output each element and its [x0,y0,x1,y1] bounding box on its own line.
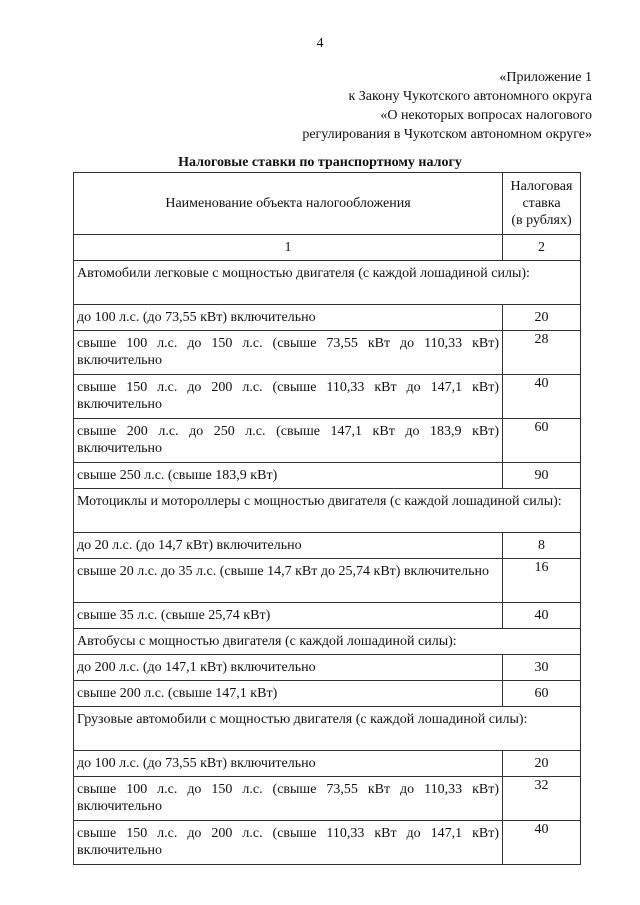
header-rate-cell [503,173,581,235]
object-name-cell: до 20 л.с. (до 14,7 кВт) включительно [74,533,503,559]
annex-line: «О некоторых вопросах налогового [380,108,592,123]
table-header-row [74,173,581,235]
table-row [74,533,581,559]
table-row [74,777,581,821]
header-rate-line: (в рублях) [511,213,572,228]
header-rate-line: ставка [522,196,561,211]
object-name-cell: свыше 150 л.с. до 200 л.с. (свыше 110,33 кВт до 147,1 кВт) включительно [74,821,503,865]
object-name-cell: свыше 100 л.с. до 150 л.с. (свыше 73,55 кВт до 110,33 кВт) включительно [74,777,503,821]
rate-cell: 28 [503,331,581,375]
object-name-cell: до 100 л.с. (до 73,55 кВт) включительно [74,751,503,777]
document-title: Налоговые ставки по транспортному налогу [178,155,462,170]
rate-cell: 20 [503,751,581,777]
rate-cell: 40 [503,821,581,865]
object-name-cell: свыше 20 л.с. до 35 л.с. (свыше 14,7 кВт до 25,74 кВт) включительно [74,559,503,603]
rate-cell: 20 [503,305,581,331]
table-row [74,419,581,463]
column-number-cell: 2 [503,235,581,261]
tax-rate-table [73,172,581,865]
rate-cell: 8 [503,533,581,559]
object-name-cell: свыше 100 л.с. до 150 л.с. (свыше 73,55 кВт до 110,33 кВт) включительно [74,331,503,375]
table-row [74,375,581,419]
table-row [74,821,581,865]
header-object-cell: Наименование объекта налогообложения [74,173,503,235]
rate-cell: 16 [503,559,581,603]
header-rate-line: Налоговая [510,179,573,194]
rate-cell: 60 [503,681,581,707]
table-row [74,603,581,629]
object-name-cell: свыше 200 л.с. до 250 л.с. (свыше 147,1 кВт до 183,9 кВт) включительно [74,419,503,463]
category-label: Автомобили легковые с мощностью двигателя (с каждой лошадиной силы): [74,261,581,305]
object-name-cell: свыше 250 л.с. (свыше 183,9 кВт) [74,463,503,489]
category-label: Грузовые автомобили с мощностью двигателя (с каждой лошадиной силы): [74,707,581,751]
object-name-cell: свыше 35 л.с. (свыше 25,74 кВт) [74,603,503,629]
category-row [74,629,581,655]
category-row [74,489,581,533]
table-row [74,559,581,603]
rate-cell: 90 [503,463,581,489]
table-row [74,751,581,777]
category-row [74,707,581,751]
table-row [74,331,581,375]
page-number: 4 [316,36,324,51]
annex-reference [302,68,592,144]
column-number-row [74,235,581,261]
table-row [74,305,581,331]
rate-cell: 30 [503,655,581,681]
object-name-cell: свыше 200 л.с. (свыше 147,1 кВт) [74,681,503,707]
annex-line: к Закону Чукотского автономного округа [348,89,592,104]
category-label: Мотоциклы и мотороллеры с мощностью двигателя (с каждой лошадиной силы): [74,489,581,533]
category-label: Автобусы с мощностью двигателя (с каждой лошадиной силы): [74,629,581,655]
category-row [74,261,581,305]
rate-cell: 32 [503,777,581,821]
rate-cell: 40 [503,375,581,419]
rate-cell: 60 [503,419,581,463]
rate-cell: 40 [503,603,581,629]
annex-line: «Приложение 1 [499,70,592,85]
table-row [74,655,581,681]
annex-line: регулирования в Чукотском автономном округе» [302,127,592,142]
object-name-cell: свыше 150 л.с. до 200 л.с. (свыше 110,33 кВт до 147,1 кВт) включительно [74,375,503,419]
object-name-cell: до 100 л.с. (до 73,55 кВт) включительно [74,305,503,331]
table-row [74,681,581,707]
column-number-cell: 1 [74,235,503,261]
object-name-cell: до 200 л.с. (до 147,1 кВт) включительно [74,655,503,681]
table-row [74,463,581,489]
